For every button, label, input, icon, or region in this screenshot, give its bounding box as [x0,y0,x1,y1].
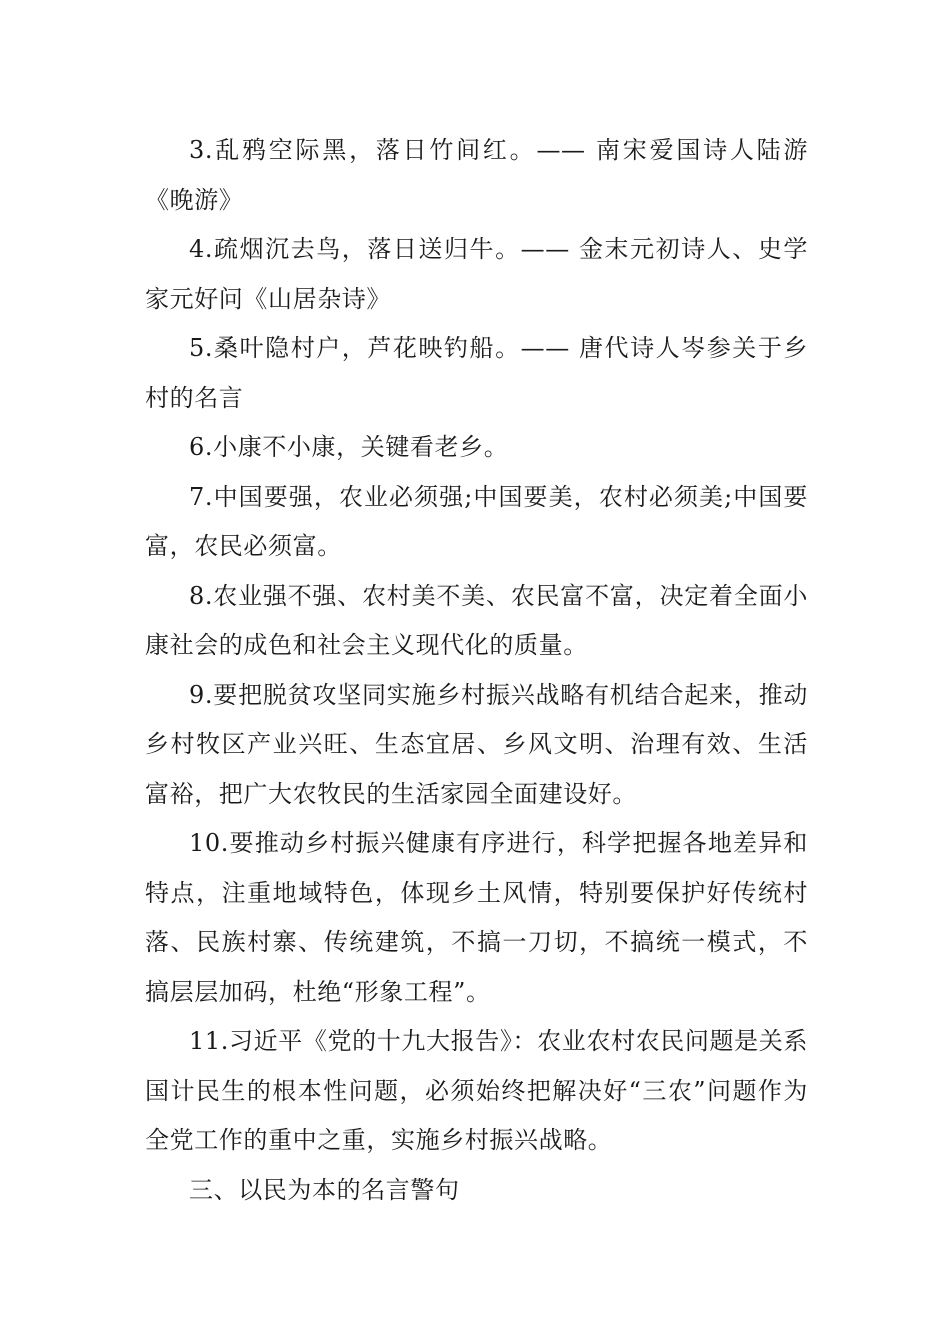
quote-paragraph-4: 4.疏烟沉去鸟，落日送归牛。—— 金末元初诗人、史学家元好问《山居杂诗》 [145,235,808,313]
quote-paragraph-8: 8.农业强不强、农村美不美、农民富不富，决定着全面小康社会的成色和社会主义现代化的质量。 [145,581,808,659]
section-heading: 三、以民为本的名言警句 [189,1175,460,1204]
quote-paragraph-6: 6.小康不小康，关键看老乡。 [189,433,509,461]
quote-paragraph-3: 3.乱鸦空际黑，落日竹间红。—— 南宋爱国诗人陆游《晚游》 [145,136,808,214]
quote-paragraph-7: 7.中国要强，农业必须强;中国要美，农村必须美;中国要富，农民必须富。 [145,482,808,560]
quote-paragraph-11: 11.习近平《党的十九大报告》：农业农村农民问题是关系国计民生的根本性问题，必须始终把解决好“三农”问题作为全党工作的重中之重，实施乡村振兴战略。 [145,1027,808,1154]
quote-paragraph-5: 5.桑叶隐村户，芦花映钓船。—— 唐代诗人岑参关于乡村的名言 [145,334,808,412]
quote-paragraph-10: 10.要推动乡村振兴健康有序进行，科学把握各地差异和特点，注重地域特色，体现乡土风情，特别要保护好传统村落、民族村寨、传统建筑，不搞一刀切，不搞统一模式，不搞层层加码，杜绝“形象工程”。 [145,829,808,1006]
document-body [145,126,808,1215]
quote-paragraph-9: 9.要把脱贫攻坚同实施乡村振兴战略有机结合起来，推动乡村牧区产业兴旺、生态宜居、乡风文明、治理有效、生活富裕，把广大农牧民的生活家园全面建设好。 [145,680,808,808]
